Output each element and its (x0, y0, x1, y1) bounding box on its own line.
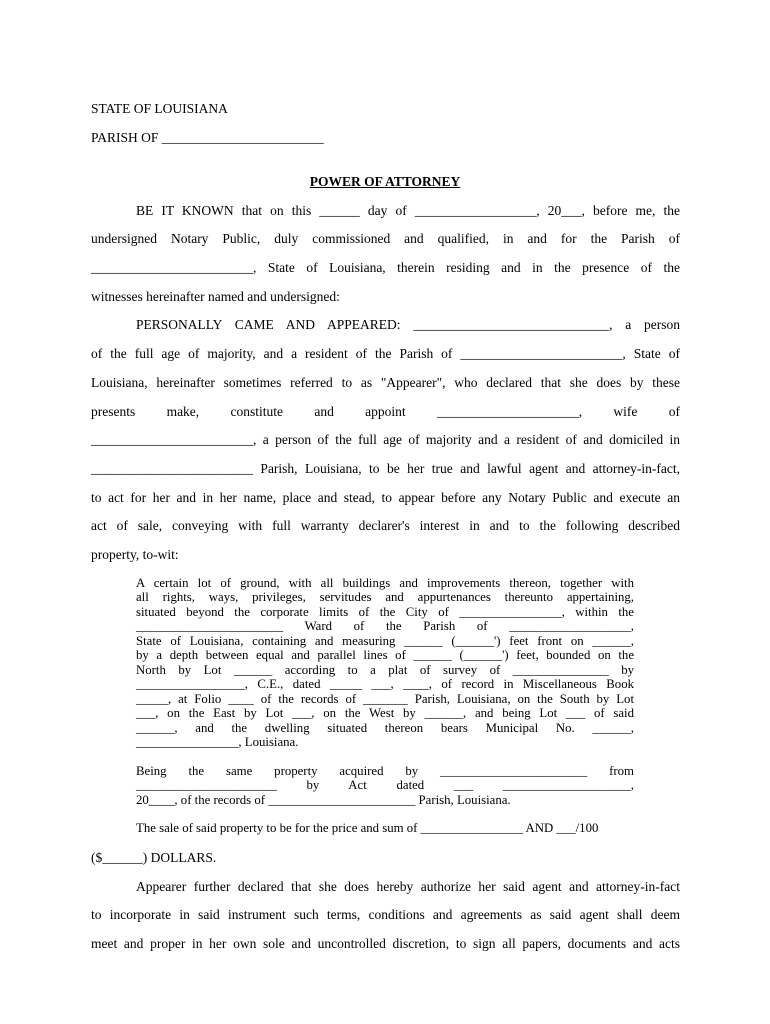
para2-line: property, to-wit: (91, 547, 179, 562)
para2-line: presents make, constitute and appoint _____________________, wife of (91, 404, 680, 419)
property-line: ________________, Louisiana. (136, 735, 299, 749)
property-line: _____, at Folio ____ of the records of _______ Parish, Louisiana, on the South by Lot (136, 692, 634, 706)
property-line: by a depth between equal and parallel lines of ______ (______') feet, bounded on the (136, 648, 634, 662)
property-line: State of Louisiana, containing and measuring ______ (______') feet front on ______, (136, 634, 634, 648)
property-line: _________________, C.E., dated _____ ___, ____, of record in Miscellaneous Book (136, 677, 634, 691)
state-heading: STATE OF LOUISIANA (91, 101, 228, 116)
document-title: POWER OF ATTORNEY (309, 174, 461, 189)
para1-line: ________________________, State of Louisiana, therein residing and in the presence of the (91, 260, 680, 275)
property-line: all rights, ways, privileges, servitudes and appurtenances thereunto appertaining, (136, 590, 634, 604)
acquired-line: Being the same property acquired by _______________________ from (136, 764, 634, 778)
acquired-line: ______________________ by Act dated ___ ____________________, (136, 778, 634, 792)
property-line: situated beyond the corporate limits of the City of ________________, within the (136, 605, 634, 619)
sale-price-line: The sale of said property to be for the price and sum of ________________ AND ___/100 (136, 821, 599, 835)
parish-heading: PARISH OF ________________________ (91, 130, 324, 145)
para1-line: witnesses hereinafter named and undersigned: (91, 289, 340, 304)
para1-line: BE IT KNOWN that on this ______ day of __________________, 20___, before me, the (136, 203, 680, 218)
para3-line: Appearer further declared that she does hereby authorize her said agent and attorney-in-fact (136, 879, 680, 894)
para2-line: ________________________, a person of the full age of majority and a resident of and domiciled in (91, 432, 680, 447)
property-line: _______________________ Ward of the Parish of ___________________, (136, 619, 634, 633)
para3-line: to incorporate in said instrument such terms, conditions and agreements as said agent shall deem (91, 907, 680, 922)
para2-line: to act for her and in her name, place and stead, to appear before any Notary Public and execute an (91, 490, 680, 505)
para2-line: Louisiana, hereinafter sometimes referred to as "Appearer", who declared that she does by these (91, 375, 680, 390)
para2-line: PERSONALLY CAME AND APPEARED: _____________________________, a person (136, 317, 680, 332)
dollars-line: ($______) DOLLARS. (91, 850, 217, 865)
property-line: ___, on the East by Lot ___, on the West by ______, and being Lot ___ of said (136, 706, 634, 720)
para2-line: of the full age of majority, and a resident of the Parish of ________________________, State of (91, 346, 680, 361)
property-line: ______, and the dwelling situated thereon bears Municipal No. ______, (136, 721, 634, 735)
acquired-line: 20____, of the records of _______________________ Parish, Louisiana. (136, 793, 511, 807)
property-line: North by Lot ______ according to a plat of survey of _______________ by (136, 663, 634, 677)
para3-line: meet and proper in her own sole and uncontrolled discretion, to sign all papers, documents and acts (91, 936, 680, 951)
para1-line: undersigned Notary Public, duly commissioned and qualified, in and for the Parish of (91, 231, 680, 246)
property-line: A certain lot of ground, with all buildings and improvements thereon, together with (136, 576, 634, 590)
para2-line: ________________________ Parish, Louisiana, to be her true and lawful agent and attorney-in-fact, (91, 461, 680, 476)
para2-line: act of sale, conveying with full warranty declarer's interest in and to the following described (91, 518, 680, 533)
